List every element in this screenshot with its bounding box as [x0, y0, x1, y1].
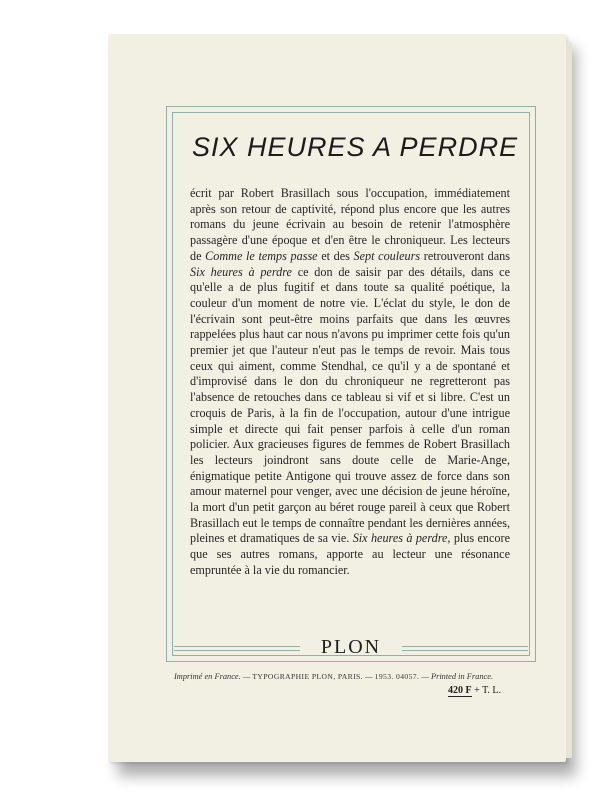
imprint-year: 1953. — [374, 672, 394, 681]
blurb-segment: ce don de saisir par des détails, dans ce qu'elle a de plus fugitif et dans toute sa qualité poétique, la couleur d'un moment de notre vie. L'éclat du style, le don de l'écrivain sont peut-être moins parfaits que dans les œuvres rappelées plus haut car nous n'avons pu imprimer cette fois qu'un premier jet que l'auteur n'eut pas le temps de revoir. Mais tous ceux qui aiment, comme Stendhal, ce qu'il y a de spontané et d'improvisé dans le don du chroniqueur ne regretteront pas l'absence de retouches dans ce tableau si vif et si libre. C'est un croquis de Paris, à la fin de l'occupation, autour d'une intrigue simple et directe qui fait penser parfois à celle d'un roman policier. Aux gracieuses figures de femmes de Robert Brasillach les lecteurs joindront sans doute celle de Marie-Ange, énigmatique petite Antigone qui trouve assez de force dans son amour maternel pour venger, avec une décision de jeune héroïne, la mort d'un petit garçon au béret rouge pareil à ceux que Robert Brasillach eut le temps de connaître pendant les dernières années, pleines et dramatiques de sa vie. — [190, 264, 511, 546]
imprint-printed-en: Printed in France. — [430, 672, 494, 681]
blurb-segment: plus encore que ses autres romans, apporte au lecteur une résonance empruntée à la vie du romancier. — [190, 531, 510, 577]
imprint-printed-in: Imprimé en France. — [174, 672, 241, 681]
imprint-line — [174, 672, 534, 681]
blurb-text — [190, 186, 510, 579]
blurb-italic-segment: Sept couleurs — [353, 248, 421, 263]
blurb-italic-segment: Six heures à perdre — [190, 264, 292, 279]
blurb-segment: retrouveront dans — [420, 248, 510, 263]
price-value: 420 F — [448, 685, 472, 696]
book-title: SIX HEURES A PERDRE — [192, 132, 519, 162]
imprint-separator: — — [362, 672, 375, 681]
price-tax-note: + T. L. — [471, 685, 502, 696]
publisher-rule-right — [402, 646, 528, 651]
blurb-italic-segment: Six heures à perdre, — [352, 531, 451, 546]
blurb-italic-segment: Comme le temps passe — [205, 248, 318, 263]
imprint-separator: — — [240, 672, 253, 681]
publisher-banner — [174, 636, 528, 660]
blurb-segment: et des — [317, 248, 354, 263]
book-page-edge — [566, 42, 572, 758]
imprint-printer: TYPOGRAPHIE PLON, PARIS. — [252, 672, 363, 681]
price-line — [448, 685, 501, 696]
publisher-rule-left — [174, 646, 300, 651]
blurb-segment: écrit par Robert Brasillach sous l'occupation, immédiatement après son retour de captivité, répond plus encore que les autres romans du jeune écrivain au besoin de retenir l'atmosphère passagère d'une époque et d'en être le chroniqueur. Les lecteurs de — [190, 186, 510, 263]
imprint-separator: — — [419, 672, 431, 681]
imprint-code: 04057. — [393, 672, 420, 681]
publisher-name: PLON — [320, 636, 382, 658]
